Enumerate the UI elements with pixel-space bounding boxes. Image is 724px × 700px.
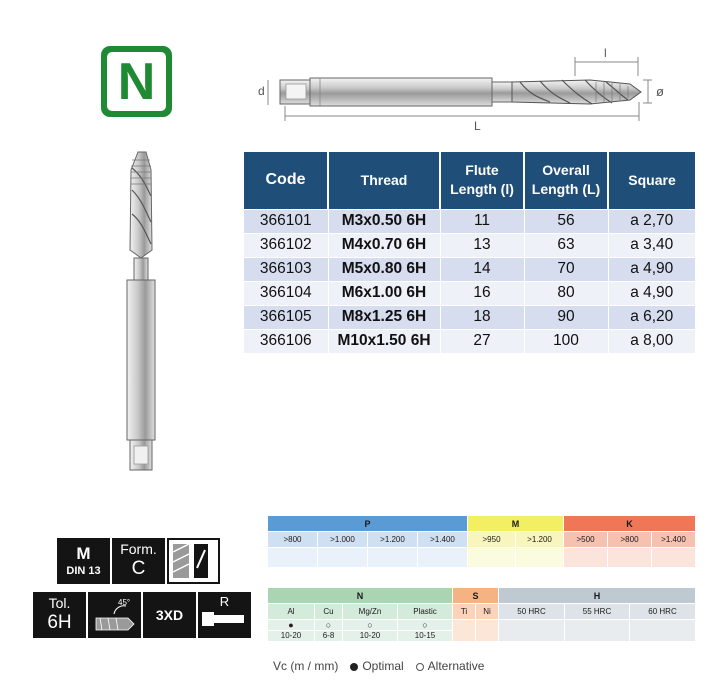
- cell-thread: M6x1.00 6H: [328, 281, 440, 305]
- mark-alternative: ○: [398, 620, 453, 631]
- angle-label: 45°: [118, 598, 131, 607]
- mark-alternative: ○: [315, 620, 343, 631]
- value-cell: [652, 548, 696, 568]
- group-s: S: [453, 588, 499, 604]
- chamfer-glyph: [88, 592, 141, 638]
- sub-n-plastic: Plastic: [398, 604, 453, 620]
- sub-k-800: >800: [608, 532, 652, 548]
- sub-s-ni: Ni: [476, 604, 499, 620]
- cell-square: a 2,70: [608, 209, 695, 233]
- optimal-dot-icon: [350, 663, 358, 671]
- alternative-circle-icon: [416, 663, 424, 671]
- r-label: R: [219, 594, 230, 609]
- group-m: M: [468, 516, 564, 532]
- group-p: P: [268, 516, 468, 532]
- sub-p-800: >800: [268, 532, 318, 548]
- sub-p-1400: >1.400: [418, 532, 468, 548]
- sub-m-1200: >1.200: [516, 532, 564, 548]
- cell-code: 366101: [244, 209, 328, 233]
- cell-overall: 80: [524, 281, 608, 305]
- sub-n-cu: Cu: [315, 604, 343, 620]
- cell-square: a 3,40: [608, 233, 695, 257]
- tolerance-icon: [33, 592, 86, 638]
- value-cell: [564, 548, 608, 568]
- speed-range: 10-20: [343, 631, 398, 642]
- table-row: [244, 329, 695, 353]
- header-square: Square: [608, 152, 695, 209]
- spiral-flute-icon: [167, 538, 220, 584]
- cell-overall: 100: [524, 329, 608, 353]
- table-row: [244, 305, 695, 329]
- table-row: [244, 209, 695, 233]
- dim-L-label: L: [474, 119, 481, 133]
- table-row: [244, 257, 695, 281]
- value-cell: [268, 548, 318, 568]
- legend-alternative: [416, 659, 485, 673]
- sub-n-mgzn: Mg/Zn: [343, 604, 398, 620]
- cell-flute: 18: [440, 305, 524, 329]
- cell-code: 366104: [244, 281, 328, 305]
- dim-l-label: l: [604, 46, 607, 60]
- spec-header-row: [244, 152, 695, 209]
- sub-h-50: 50 HRC: [499, 604, 565, 620]
- form-icon: [112, 538, 165, 584]
- cell-flute: 13: [440, 233, 524, 257]
- legend: [273, 659, 484, 673]
- cell-code: 366106: [244, 329, 328, 353]
- cell-flute: 14: [440, 257, 524, 281]
- sub-p-1200: >1.200: [368, 532, 418, 548]
- legend-alternative-label: Alternative: [427, 659, 485, 673]
- dim-d-label: d: [258, 84, 265, 98]
- group-n: N: [268, 588, 453, 604]
- sub-k-500: >500: [564, 532, 608, 548]
- tap-flute: [512, 80, 641, 104]
- cell-square: a 8,00: [608, 329, 695, 353]
- cell-square: a 4,90: [608, 257, 695, 281]
- value-cell: [516, 548, 564, 568]
- value-cell: [368, 548, 418, 568]
- speed-range: 10-15: [398, 631, 453, 642]
- header-code: Code: [244, 152, 328, 209]
- form-label: Form.: [120, 540, 157, 557]
- shank-r-icon: [198, 592, 251, 638]
- form-value: C: [131, 558, 146, 580]
- value-cell: [476, 620, 499, 642]
- value-cell: [630, 620, 696, 642]
- tolerance-label: Tol.: [48, 595, 71, 612]
- header-thread: Thread: [328, 152, 440, 209]
- cell-code: 366102: [244, 233, 328, 257]
- tap-vertical-illustration: [127, 152, 155, 470]
- sub-p-1000: >1.000: [318, 532, 368, 548]
- material-table-top: [267, 515, 696, 568]
- tap-shank: [310, 78, 492, 106]
- cell-thread: M8x1.25 6H: [328, 305, 440, 329]
- mark-optimal: ●: [268, 620, 315, 631]
- cell-flute: 11: [440, 209, 524, 233]
- cell-code: 366103: [244, 257, 328, 281]
- depth-label: 3XD: [155, 607, 184, 623]
- cell-thread: M3x0.50 6H: [328, 209, 440, 233]
- material-table-bottom: [267, 587, 696, 642]
- badge-letter: N: [117, 52, 156, 111]
- dim-diameter-label: ø: [656, 84, 664, 99]
- cell-code: 366105: [244, 305, 328, 329]
- din-label: DIN 13: [66, 565, 101, 577]
- cell-square: a 4,90: [608, 281, 695, 305]
- cell-flute: 16: [440, 281, 524, 305]
- cell-overall: 70: [524, 257, 608, 281]
- value-cell: [453, 620, 476, 642]
- cell-overall: 63: [524, 233, 608, 257]
- cell-square: a 6,20: [608, 305, 695, 329]
- sub-h-60: 60 HRC: [630, 604, 696, 620]
- cell-thread: M4x0.70 6H: [328, 233, 440, 257]
- speed-range: 6-8: [315, 631, 343, 642]
- value-cell: [608, 548, 652, 568]
- value-cell: [418, 548, 468, 568]
- sub-m-950: >950: [468, 532, 516, 548]
- metric-label: M: [76, 544, 91, 563]
- cell-overall: 90: [524, 305, 608, 329]
- sub-k-1400: >1.400: [652, 532, 696, 548]
- sub-n-al: Al: [268, 604, 315, 620]
- sub-h-55: 55 HRC: [565, 604, 630, 620]
- header-overall-length: Overall Length (L): [524, 152, 608, 209]
- header-flute-length: Flute Length (l): [440, 152, 524, 209]
- cell-overall: 56: [524, 209, 608, 233]
- legend-optimal-label: Optimal: [362, 659, 404, 673]
- chamfer-angle-icon: [88, 592, 141, 638]
- legend-optimal: [350, 659, 403, 673]
- depth-icon: [143, 592, 196, 638]
- speed-range: 10-20: [268, 631, 315, 642]
- value-cell: [499, 620, 565, 642]
- tap-neck: [492, 82, 512, 102]
- value-cell: [468, 548, 516, 568]
- spec-table: [244, 152, 695, 353]
- cell-flute: 27: [440, 329, 524, 353]
- tolerance-value: 6H: [47, 611, 72, 633]
- table-row: [244, 233, 695, 257]
- group-h: H: [499, 588, 696, 604]
- value-cell: [318, 548, 368, 568]
- table-row: [244, 281, 695, 305]
- group-k: K: [564, 516, 696, 532]
- value-cell: [565, 620, 630, 642]
- legend-vc: Vc (m / mm): [273, 659, 339, 673]
- mark-alternative: ○: [343, 620, 398, 631]
- sub-s-ti: Ti: [453, 604, 476, 620]
- spiral-flute-glyph: [167, 538, 220, 584]
- cell-thread: M10x1.50 6H: [328, 329, 440, 353]
- cell-thread: M5x0.80 6H: [328, 257, 440, 281]
- thread-standard-icon: [57, 538, 110, 584]
